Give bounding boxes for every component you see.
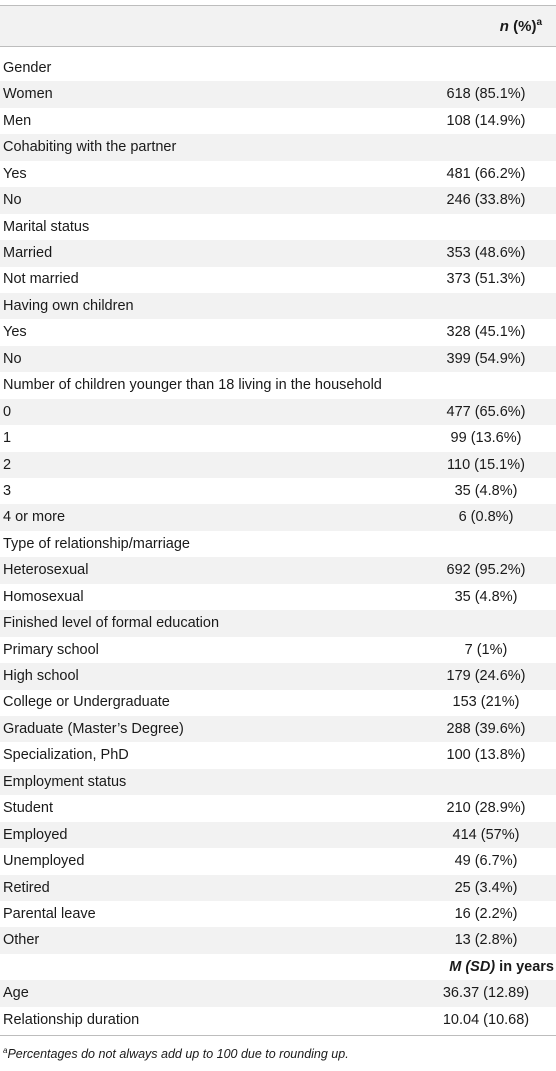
table-row <box>0 478 556 504</box>
row-value: 25 (3.4%) <box>454 879 518 896</box>
row-label: 3 <box>3 482 12 499</box>
table-row <box>0 81 556 107</box>
category-row <box>0 769 556 795</box>
stats-row <box>0 980 556 1006</box>
table-row <box>0 425 556 451</box>
row-value: 618 (85.1%) <box>446 86 526 103</box>
table-footnote <box>0 1036 556 1061</box>
row-label: Cohabiting with the partner <box>3 139 177 156</box>
table-row <box>0 795 556 821</box>
row-value: 35 (4.8%) <box>454 588 518 605</box>
table-row <box>0 108 556 134</box>
row-value: 35 (4.8%) <box>454 482 518 499</box>
demographics-table <box>0 5 556 1061</box>
row-label: Specialization, PhD <box>3 747 129 764</box>
row-label: Parental leave <box>3 905 96 922</box>
row-value: 246 (33.8%) <box>446 192 526 209</box>
row-label: No <box>3 192 22 209</box>
row-label: 2 <box>3 456 12 473</box>
table-row <box>0 240 556 266</box>
category-row <box>0 134 556 160</box>
table-row <box>0 927 556 953</box>
row-value: 399 (54.9%) <box>446 350 526 367</box>
row-label: 1 <box>3 430 12 447</box>
row-value: 16 (2.2%) <box>454 905 518 922</box>
sd-label: (SD) <box>465 958 496 975</box>
category-row <box>0 610 556 636</box>
table-row <box>0 504 556 530</box>
table-row <box>0 848 556 874</box>
row-value: 179 (24.6%) <box>446 668 526 685</box>
row-value: 481 (66.2%) <box>446 165 526 182</box>
row-label: Unemployed <box>3 853 85 870</box>
stats-row <box>0 1007 556 1033</box>
row-value: 353 (48.6%) <box>446 245 526 262</box>
row-label: High school <box>3 668 79 685</box>
row-value: 10.04 (10.68) <box>442 1011 530 1028</box>
row-label: Retired <box>3 879 50 896</box>
row-value: 373 (51.3%) <box>446 271 526 288</box>
row-label: Age <box>3 985 29 1002</box>
table-row <box>0 637 556 663</box>
mean-sd-label <box>449 960 556 975</box>
years-label: in years <box>499 958 554 975</box>
table-row <box>0 452 556 478</box>
row-value: 692 (95.2%) <box>446 562 526 579</box>
row-label: 0 <box>3 403 12 420</box>
header-n: n <box>499 18 509 35</box>
row-label: Relationship duration <box>3 1011 140 1028</box>
row-label: Yes <box>3 324 27 341</box>
row-label: Having own children <box>3 297 134 314</box>
row-label: Married <box>3 245 53 262</box>
header-pct: (%) <box>513 18 537 35</box>
row-label: Employment status <box>3 773 127 790</box>
row-value: 477 (65.6%) <box>446 403 526 420</box>
table-row <box>0 267 556 293</box>
row-value: 7 (1%) <box>464 641 508 658</box>
row-value: 210 (28.9%) <box>446 800 526 817</box>
row-label: Graduate (Master’s Degree) <box>3 720 184 737</box>
row-label: Marital status <box>3 218 90 235</box>
row-label: Type of relationship/marriage <box>3 535 190 552</box>
row-value: 110 (15.1%) <box>447 456 525 473</box>
row-label: 4 or more <box>3 509 66 526</box>
table-row <box>0 716 556 742</box>
row-label: Gender <box>3 59 52 76</box>
row-value: 13 (2.8%) <box>454 932 518 949</box>
row-label: Not married <box>3 271 79 288</box>
mean-sd-header <box>0 954 556 980</box>
category-row <box>0 214 556 240</box>
row-value: 414 (57%) <box>452 826 520 843</box>
row-label: Women <box>3 86 53 103</box>
row-label: Student <box>3 800 53 817</box>
row-label: Number of children younger than 18 living in the household <box>3 377 382 394</box>
row-label: Men <box>3 112 32 129</box>
row-label: Primary school <box>3 641 99 658</box>
row-value: 328 (45.1%) <box>446 324 526 341</box>
header-n-pct <box>500 17 542 35</box>
table-row <box>0 584 556 610</box>
row-value: 288 (39.6%) <box>446 720 526 737</box>
row-label: Finished level of formal education <box>3 615 220 632</box>
table-row <box>0 822 556 848</box>
category-row <box>0 372 556 398</box>
table-header <box>0 6 556 47</box>
row-value: 153 (21%) <box>452 694 520 711</box>
row-value: 108 (14.9%) <box>446 112 526 129</box>
row-label: Employed <box>3 826 68 843</box>
footnote-marker: a <box>3 1046 8 1056</box>
row-value: 6 (0.8%) <box>458 509 514 526</box>
row-label: College or Undergraduate <box>3 694 170 711</box>
category-row <box>0 531 556 557</box>
row-label: Other <box>3 932 40 949</box>
table-row <box>0 742 556 768</box>
row-label: Heterosexual <box>3 562 89 579</box>
table-row <box>0 399 556 425</box>
table-row <box>0 346 556 372</box>
row-value: 99 (13.6%) <box>450 430 522 447</box>
category-row <box>0 55 556 81</box>
row-label: Homosexual <box>3 588 84 605</box>
row-label: No <box>3 350 22 367</box>
table-row <box>0 901 556 927</box>
row-value: 36.37 (12.89) <box>442 985 530 1002</box>
row-label: Yes <box>3 165 27 182</box>
footnote-text: Percentages do not always add up to 100 due to rounding up. <box>7 1047 349 1062</box>
table-row <box>0 663 556 689</box>
table-row <box>0 875 556 901</box>
table-row <box>0 187 556 213</box>
row-value: 100 (13.8%) <box>446 747 526 764</box>
table-row <box>0 557 556 583</box>
table-row <box>0 690 556 716</box>
header-superscript: a <box>536 17 542 28</box>
mean-label: M <box>449 958 462 975</box>
table-row <box>0 319 556 345</box>
row-value: 49 (6.7%) <box>454 853 518 870</box>
table-row <box>0 161 556 187</box>
category-row <box>0 293 556 319</box>
table-body <box>0 47 556 1033</box>
